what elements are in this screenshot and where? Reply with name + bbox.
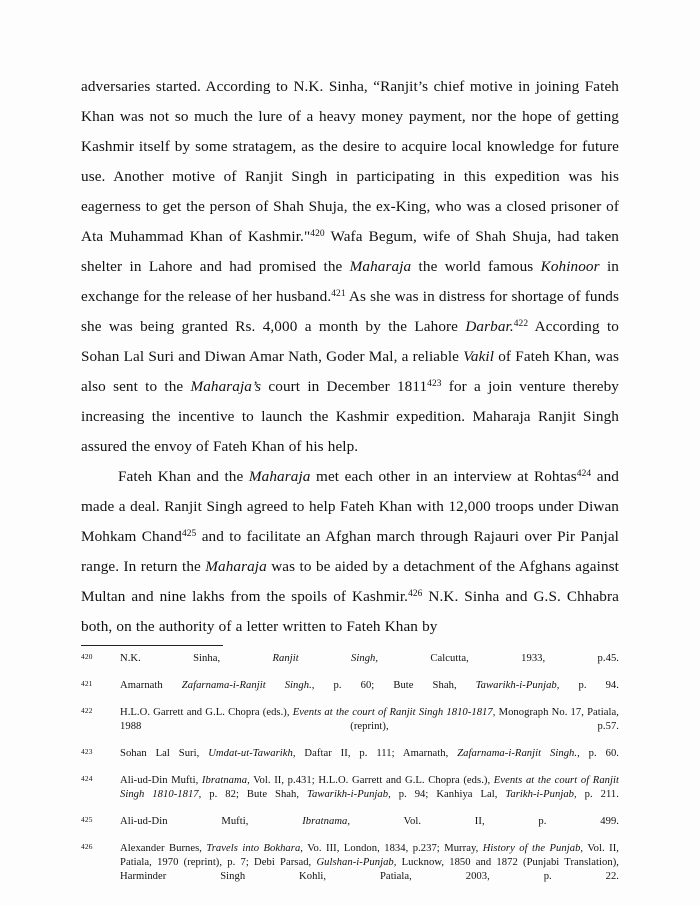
footnote-item-424	[81, 774, 619, 815]
text-run: and to facilitate an Afghan march through Rajauri over Pir Panjal range. In return the	[81, 528, 619, 575]
text-run: Vol. II, p. 499.	[350, 816, 619, 828]
text-run: of Fateh Khan, was also sent to the	[81, 348, 619, 395]
text-run: Fateh Khan and the	[118, 468, 249, 485]
footnote-list	[81, 652, 619, 897]
text-run: As she was in distress for shortage of funds she was being granted Rs. 4,000 a month by the Lahore	[81, 288, 620, 335]
footnote-reference-421[interactable]: 421	[331, 289, 346, 300]
italic-run: Zafarnama-i-Ranjit Singh.,	[457, 748, 580, 760]
text-run: Vol. II, Patiala, 1970 (reprint), p. 7; Debi Parsad,	[120, 843, 619, 868]
text-run: Wafa Begum, wife of Shah Shuja, had taken shelter in Lahore and had promised the	[81, 228, 619, 275]
footnote-number-422[interactable]: 422	[81, 706, 93, 716]
footnote-text-421	[120, 679, 619, 706]
italic-run: Ibratnama,	[201, 775, 250, 787]
text-run: H.L.O. Garrett and G.L. Chopra (eds.),	[120, 707, 293, 719]
italic-run: Vakil	[463, 348, 495, 365]
text-run: Calcutta, 1933, p.45.	[378, 653, 619, 664]
footnote-item-426	[81, 842, 619, 896]
footnote-text-422	[120, 706, 619, 747]
footnote-item-423	[81, 747, 619, 774]
footnote-section	[81, 645, 619, 897]
footnote-number-421[interactable]: 421	[81, 679, 93, 688]
text-run: Sohan Lal Suri,	[120, 748, 209, 760]
text-run: for a join venture thereby increasing the incentive to launch the Kashmir expedition. Maharaja Ranjit Singh assured the envoy of Fateh Khan of his help.	[81, 378, 619, 455]
footnote-item-420	[81, 652, 619, 679]
italic-run: Tawarikh-i-Punjab,	[475, 680, 560, 692]
text-run: Daftar II, p. 111; Amarnath,	[295, 748, 458, 760]
text-run: the world famous	[411, 258, 541, 275]
text-run: p. 94.	[559, 680, 619, 692]
text-run: Ali-ud-Din Mufti,	[120, 775, 202, 787]
text-run: court in December 1811	[261, 378, 428, 395]
text-run: p. 60.	[579, 748, 619, 760]
text-run: Vo. III, London, 1834, p.237; Murray,	[303, 843, 483, 855]
text-run: Monograph No. 17, Patiala, 1988 (reprint), p.57.	[120, 707, 619, 732]
text-run: N.K. Sinha and G.S. Chhabra both, on the authority of a letter written to Fateh Khan by	[81, 588, 619, 635]
italic-run: Ranjit Singh,	[272, 653, 379, 664]
italic-run: Maharaja	[205, 558, 267, 575]
footnote-number-423[interactable]: 423	[81, 746, 93, 756]
body-text-block	[81, 72, 619, 642]
text-run: adversaries started. According to N.K. Sinha, “Ranjit’s chief motive in joining Fateh Khan was not so much the lure of a heavy money payment, nor the hope of getting Kashmir itself by some stratagem, as the desire to acquire local knowledge for future use. Another motive of Ranjit Singh in participating in this expedition was his eagerness to get the person of Shah Shuja, the ex-King, who was a closed prisoner of Ata Muhammad Khan of Kashmir."	[81, 78, 619, 245]
italic-run: Darbar.	[465, 318, 514, 335]
text-run: p. 82; Bute Shah,	[201, 788, 308, 800]
text-run: met each other in an interview at Rohtas	[310, 468, 577, 485]
text-run: According to Sohan Lal Suri and Diwan Amar Nath, Goder Mal, a reliable	[81, 318, 620, 365]
text-run: in exchange for the release of her husband.	[81, 258, 619, 305]
footnote-reference-423[interactable]: 423	[427, 379, 442, 390]
footnote-item-421	[81, 679, 619, 706]
italic-run: Zafarnama-i-Ranjit Singh.,	[181, 680, 315, 692]
footnote-text-420	[120, 652, 619, 679]
italic-run: Maharaja	[248, 468, 311, 485]
text-run: p. 211.	[576, 788, 619, 800]
text-run: Alexander Burnes,	[120, 843, 207, 855]
italic-run: Tarikh-i-Punjab,	[505, 788, 577, 800]
footnote-number-424[interactable]: 424	[81, 774, 93, 784]
text-run: Amarnath	[120, 680, 182, 692]
body-paragraph	[81, 462, 619, 642]
italic-run: Gulshan-i-Punjab,	[316, 856, 397, 868]
footnote-item-425	[81, 815, 619, 842]
text-run: was to be aided by a detachment of the Afghans against Multan and nine lakhs from the spoils of Kashmir.	[81, 558, 619, 605]
footnote-reference-426[interactable]: 426	[408, 589, 423, 600]
footnote-text-424	[120, 774, 619, 815]
footnote-reference-422[interactable]: 422	[513, 319, 529, 330]
footnote-separator-rule	[81, 645, 223, 646]
italic-run: Events at the court of Ranjit Singh 1810-1817,	[120, 775, 619, 800]
italic-run: Maharaja	[349, 258, 412, 275]
footnote-text-423	[120, 747, 619, 774]
text-run: p. 60; Bute Shah,	[314, 680, 476, 692]
footnote-reference-425[interactable]: 425	[181, 529, 197, 540]
text-run: Lucknow, 1850 and 1872 (Punjabi Translation), Harminder Singh Kohli, Patiala, 2003, p. 22.	[120, 856, 619, 882]
text-run: p. 94; Kanhiya Lal,	[390, 788, 506, 800]
footnote-number-426[interactable]: 426	[81, 842, 93, 852]
footnote-reference-424[interactable]: 424	[576, 469, 592, 480]
text-run: and made a deal. Ranjit Singh agreed to help Fateh Khan with 12,000 troops under Diwan Mohkam Chand	[81, 468, 620, 545]
footnote-text-426	[120, 842, 619, 896]
italic-run: Kohinoor	[540, 258, 600, 275]
footnote-number-425[interactable]: 425	[81, 814, 93, 824]
italic-run: Maharaja’s	[190, 378, 262, 395]
text-run: Vol. II, p.431; H.L.O. Garrett and G.L. Chopra (eds.),	[249, 775, 494, 787]
italic-run: History of the Punjab,	[482, 843, 584, 855]
italic-run: Ibratnama,	[302, 816, 351, 828]
body-paragraph	[81, 72, 619, 462]
italic-run: Travels into Bokhara,	[206, 843, 303, 855]
text-run: N.K. Sinha,	[120, 653, 273, 664]
italic-run: Umdat-ut-Tawarikh,	[208, 748, 296, 760]
text-run: Ali-ud-Din Mufti,	[120, 816, 303, 828]
footnote-text-425	[120, 815, 619, 842]
italic-run: Events at the court of Ranjit Singh 1810-1817,	[292, 707, 496, 719]
footnote-item-422	[81, 706, 619, 747]
italic-run: Tawarikh-i-Punjab,	[307, 788, 391, 800]
footnote-reference-420[interactable]: 420	[310, 229, 325, 240]
footnote-number-420[interactable]: 420	[81, 651, 93, 661]
